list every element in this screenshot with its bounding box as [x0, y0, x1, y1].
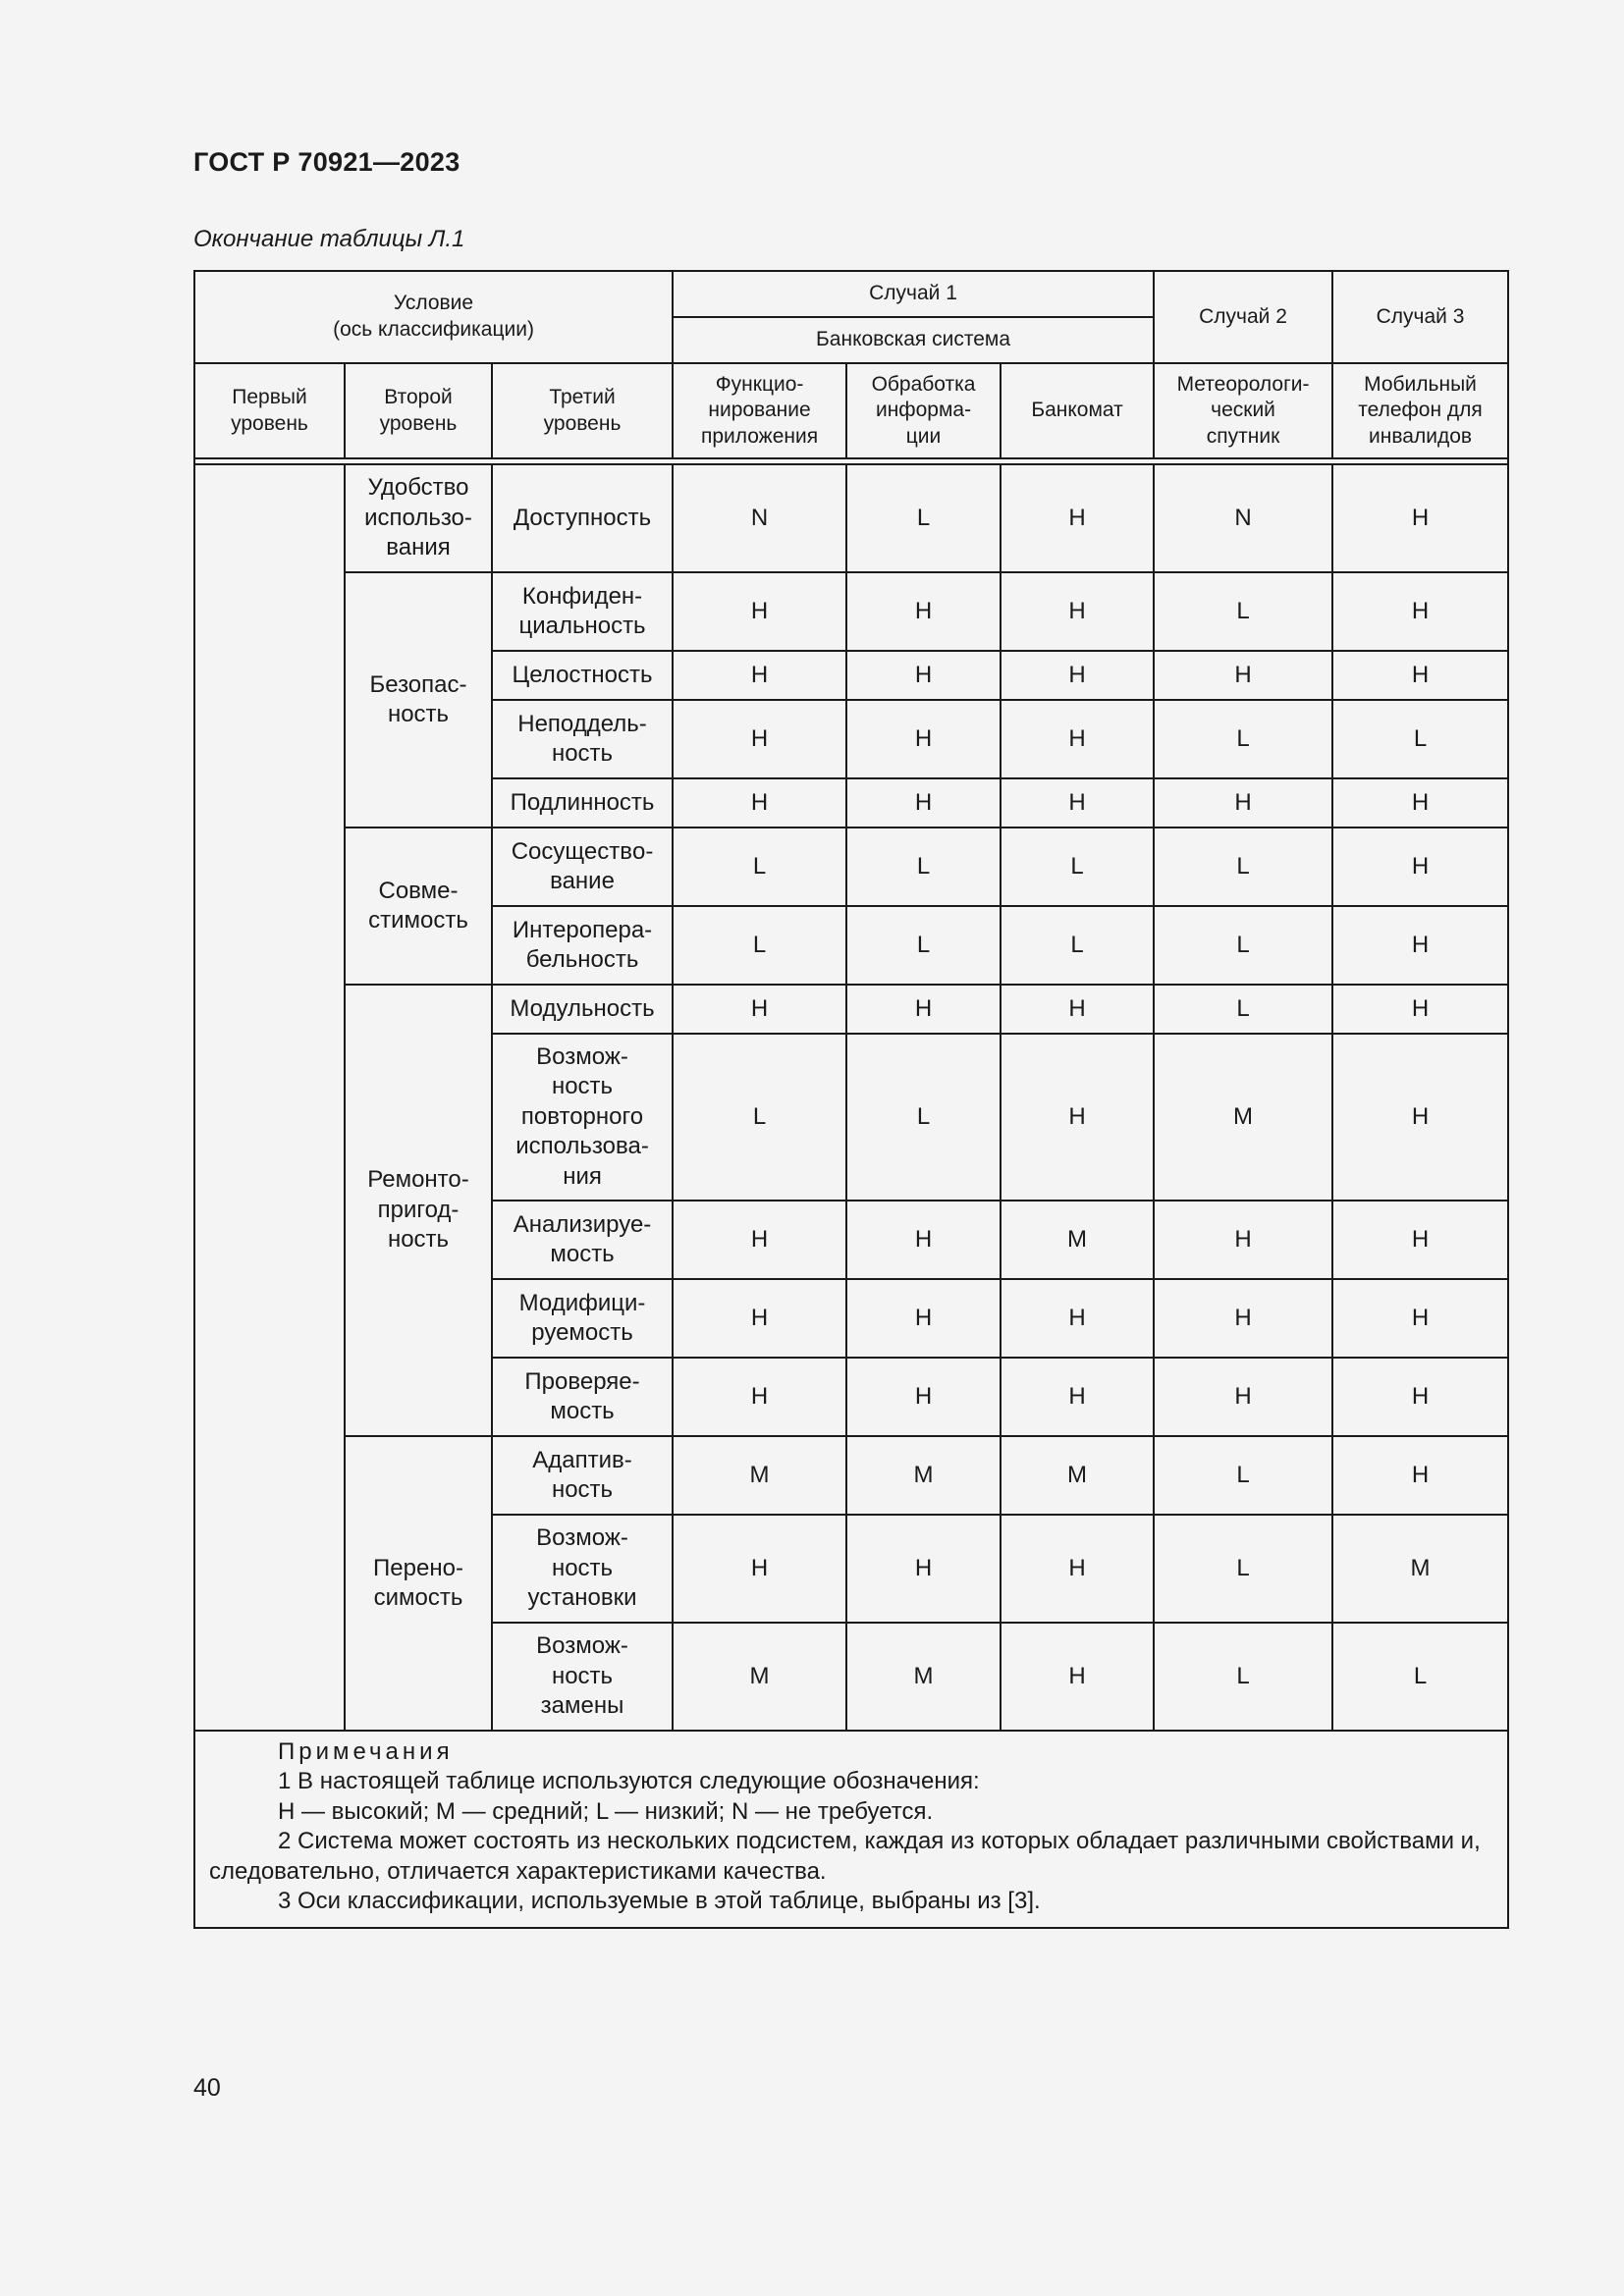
characteristic-name	[492, 1201, 673, 1279]
value-atm: H	[1001, 1034, 1154, 1201]
characteristic-name	[492, 700, 673, 778]
page-number: 40	[193, 2074, 221, 2102]
cell-line: бельность	[525, 946, 639, 973]
cell-line: стимость	[368, 907, 468, 934]
value-processing: H	[846, 1358, 1001, 1436]
value-function: H	[673, 651, 846, 700]
cell-line: мость	[550, 1398, 615, 1424]
value-atm: H	[1001, 1358, 1154, 1436]
classification-table	[193, 270, 1509, 1929]
value-meteo: L	[1154, 572, 1332, 651]
group-security	[345, 572, 492, 828]
value-function: H	[673, 572, 846, 651]
value-processing: L	[846, 906, 1001, 985]
characteristic-name	[492, 778, 673, 828]
value-atm: H	[1001, 778, 1154, 828]
table-row	[194, 828, 1508, 906]
value-function: H	[673, 1201, 846, 1279]
value-meteo: N	[1154, 464, 1332, 572]
group-usability	[345, 464, 492, 572]
cell-line: использо-	[364, 504, 472, 531]
value-function: L	[673, 828, 846, 906]
case2-header: Случай 2	[1154, 271, 1332, 363]
column-header-meteo: Метеорологи- ческий спутник	[1154, 363, 1332, 458]
value-meteo: H	[1154, 778, 1332, 828]
value-mobile: M	[1332, 1515, 1508, 1623]
cell-line: Неподдель-	[517, 710, 647, 737]
value-mobile: L	[1332, 700, 1508, 778]
value-mobile: H	[1332, 985, 1508, 1034]
cell-line: мость	[550, 1241, 615, 1267]
cell-line: использова-	[515, 1133, 649, 1160]
value-processing: L	[846, 828, 1001, 906]
value-meteo: L	[1154, 1623, 1332, 1731]
cell-line: Возмож-	[536, 1632, 628, 1660]
cell-line: Подлинность	[510, 788, 655, 816]
document-code: ГОСТ Р 70921—2023	[193, 147, 460, 177]
group-compat	[345, 828, 492, 985]
characteristic-name	[492, 985, 673, 1034]
cell-line: вание	[550, 868, 615, 894]
characteristic-name	[492, 1623, 673, 1731]
value-processing: H	[846, 651, 1001, 700]
cell-line: установки	[527, 1584, 637, 1612]
notes-title: Примечания	[278, 1738, 454, 1765]
value-processing: H	[846, 1201, 1001, 1279]
value-processing: L	[846, 1034, 1001, 1201]
value-function: H	[673, 1358, 846, 1436]
value-atm: M	[1001, 1436, 1154, 1515]
note-legend: H — высокий; M — средний; L — низкий; N — не требуется.	[278, 1797, 934, 1825]
cell-line: повторного	[520, 1102, 644, 1130]
value-function: H	[673, 778, 846, 828]
value-meteo: H	[1154, 1279, 1332, 1358]
value-function: M	[673, 1623, 846, 1731]
value-mobile: H	[1332, 906, 1508, 985]
cell-line: Возмож-	[536, 1042, 628, 1070]
characteristic-name	[492, 651, 673, 700]
value-processing: H	[846, 1515, 1001, 1623]
value-meteo: L	[1154, 828, 1332, 906]
column-header-mobile: Мобильный телефон для инвалидов	[1332, 363, 1508, 458]
value-meteo: L	[1154, 985, 1332, 1034]
characteristic-name	[492, 1279, 673, 1358]
cell-line: Безопас-	[369, 670, 467, 698]
characteristic-name	[492, 464, 673, 572]
column-header-processing: Обработка информа- ции	[846, 363, 1001, 458]
condition-header: Условие (ось классификации)	[194, 271, 673, 363]
cell-line: ность	[551, 740, 614, 767]
value-function: M	[673, 1436, 846, 1515]
value-meteo: L	[1154, 700, 1332, 778]
value-meteo: H	[1154, 651, 1332, 700]
value-meteo: L	[1154, 906, 1332, 985]
value-atm: H	[1001, 985, 1154, 1034]
cell-line: ность	[387, 701, 450, 727]
value-atm: H	[1001, 464, 1154, 572]
value-meteo: H	[1154, 1358, 1332, 1436]
notes	[194, 1731, 1508, 1928]
notes-row	[194, 1731, 1508, 1928]
value-function: L	[673, 1034, 846, 1201]
cell-line: Адаптив-	[532, 1446, 632, 1473]
cell-line: ность	[387, 1226, 450, 1254]
cell-line: Доступность	[513, 504, 652, 531]
table-row	[194, 985, 1508, 1034]
cell-line: Удобство	[367, 474, 469, 502]
value-atm: M	[1001, 1201, 1154, 1279]
cell-line: Проверяе-	[524, 1367, 640, 1395]
value-atm: H	[1001, 1623, 1154, 1731]
cell-line: ния	[563, 1162, 602, 1190]
case1-header: Случай 1	[673, 271, 1154, 317]
value-meteo: M	[1154, 1034, 1332, 1201]
value-processing: H	[846, 572, 1001, 651]
value-atm: H	[1001, 700, 1154, 778]
cell-line: Целостность	[512, 661, 653, 688]
value-meteo: H	[1154, 1201, 1332, 1279]
value-function: H	[673, 700, 846, 778]
value-mobile: H	[1332, 1279, 1508, 1358]
value-function: L	[673, 906, 846, 985]
cell-line: Совме-	[378, 877, 459, 904]
cell-line: циальность	[518, 613, 646, 639]
cell-line: Модифици-	[518, 1289, 646, 1316]
case3-header: Случай 3	[1332, 271, 1508, 363]
value-mobile: H	[1332, 1436, 1508, 1515]
characteristic-name	[492, 1358, 673, 1436]
table-row	[194, 464, 1508, 572]
note-2: 2 Система может состоять из нескольких подсистем, каждая из которых обладает различными свойствами и, следовательно, отличается характеристиками качества.	[209, 1828, 1481, 1885]
table-caption: Окончание таблицы Л.1	[193, 226, 465, 252]
column-header-function: Функцио- нирование приложения	[673, 363, 846, 458]
value-processing: M	[846, 1436, 1001, 1515]
value-function: N	[673, 464, 846, 572]
value-processing: L	[846, 464, 1001, 572]
value-processing: H	[846, 700, 1001, 778]
cell-line: вания	[386, 534, 451, 561]
characteristic-name	[492, 572, 673, 651]
value-meteo: L	[1154, 1515, 1332, 1623]
cell-line: Ремонто-	[367, 1166, 469, 1194]
table-row	[194, 572, 1508, 651]
value-atm: H	[1001, 651, 1154, 700]
characteristic-name	[492, 906, 673, 985]
value-atm: L	[1001, 828, 1154, 906]
first-level-cell	[194, 464, 345, 1731]
cell-line: Перено-	[373, 1554, 463, 1581]
cell-line: ность	[551, 1554, 614, 1581]
note-3: 3 Оси классификации, используемые в этой таблице, выбраны из [3].	[278, 1888, 1041, 1915]
value-mobile: H	[1332, 1358, 1508, 1436]
value-mobile: H	[1332, 651, 1508, 700]
value-mobile: L	[1332, 1623, 1508, 1731]
value-processing: H	[846, 1279, 1001, 1358]
value-mobile: H	[1332, 1034, 1508, 1201]
value-function: H	[673, 1515, 846, 1623]
value-mobile: H	[1332, 828, 1508, 906]
first-level-header: Первый уровень	[194, 363, 345, 458]
cell-line: Конфиден-	[521, 582, 643, 610]
value-processing: H	[846, 985, 1001, 1034]
cell-line: ность	[551, 1073, 614, 1100]
note-1: 1 В настоящей таблице используются следующие обозначения:	[278, 1768, 980, 1795]
characteristic-name	[492, 1515, 673, 1623]
value-atm: L	[1001, 906, 1154, 985]
cell-line: замены	[540, 1692, 624, 1720]
cell-line: руемость	[531, 1319, 633, 1346]
value-atm: H	[1001, 1279, 1154, 1358]
value-mobile: H	[1332, 572, 1508, 651]
value-mobile: H	[1332, 1201, 1508, 1279]
cell-line: Сосуществo-	[511, 837, 654, 865]
cell-line: пригод-	[377, 1196, 460, 1223]
value-processing: M	[846, 1623, 1001, 1731]
value-function: H	[673, 1279, 846, 1358]
group-maint	[345, 985, 492, 1436]
value-meteo: L	[1154, 1436, 1332, 1515]
group-port	[345, 1436, 492, 1731]
cell-line: Модульность	[510, 994, 655, 1022]
characteristic-name	[492, 1436, 673, 1515]
column-header-atm: Банкомат	[1001, 363, 1154, 458]
cell-line: симость	[373, 1584, 463, 1611]
third-level-header: Третий уровень	[492, 363, 673, 458]
value-atm: H	[1001, 572, 1154, 651]
value-atm: H	[1001, 1515, 1154, 1623]
cell-line: Анализируе-	[513, 1210, 652, 1238]
table-row	[194, 1436, 1508, 1515]
cell-line: Возмож-	[536, 1524, 628, 1552]
characteristic-name	[492, 1034, 673, 1201]
value-mobile: H	[1332, 464, 1508, 572]
characteristic-name	[492, 828, 673, 906]
second-level-header: Второй уровень	[345, 363, 492, 458]
value-processing: H	[846, 778, 1001, 828]
value-mobile: H	[1332, 778, 1508, 828]
value-function: H	[673, 985, 846, 1034]
cell-line: ность	[551, 1662, 614, 1689]
case1-subheader: Банковская система	[673, 317, 1154, 363]
cell-line: Интеропера-	[512, 916, 653, 943]
cell-line: ность	[551, 1476, 614, 1503]
